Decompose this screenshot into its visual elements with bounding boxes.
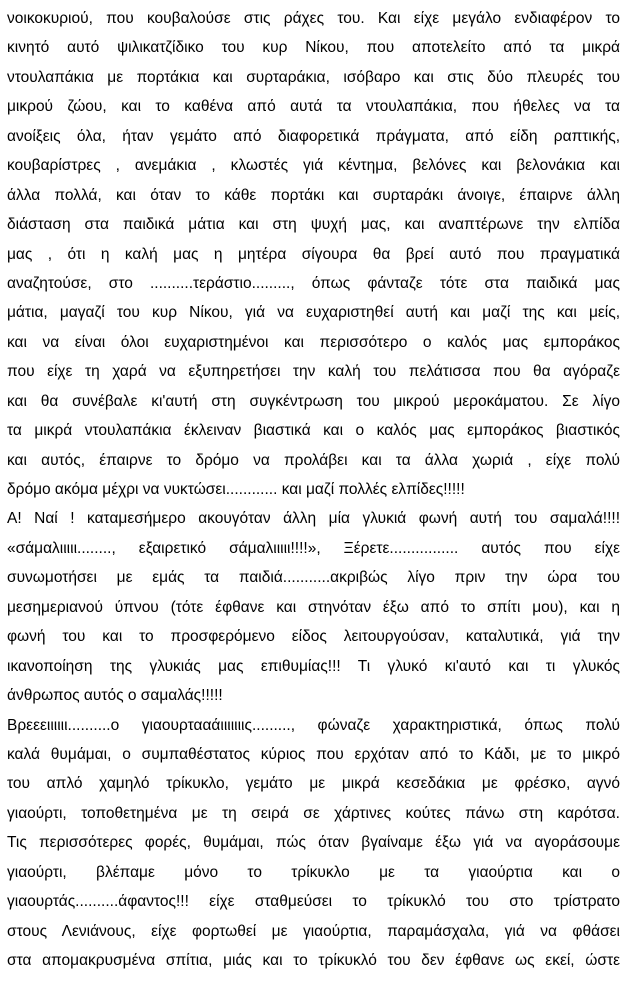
text-line: κουβαρίστρες , ανεμάκια , κλωστές γιά κέντημα, βελόνες και βελονάκια και <box>7 157 620 175</box>
text-line: δρόμο ακόμα μέχρι να νυκτώσει............ και μαζί πολλές ελπίδες!!!!! <box>7 481 465 498</box>
text-line: αναζητούσε, στο ..........τεράστιο........., όπως φάνταζε τότε στα παιδικά μας <box>7 274 620 292</box>
text-line: του απλό χαμηλό τρίκυκλο, γεμάτο με μικρά κεσεδάκια με φρέσκο, αγνό <box>7 775 620 793</box>
text-line: άνθρωπος αυτός ο σαμαλάς!!!!! <box>7 687 223 705</box>
text-line: κινητό αυτό ψιλικατζίδικο του κυρ Νίκου, που αποτελείτο από τα μικρά <box>7 39 620 57</box>
text-line: γιαούρτι, τοποθετημένα με τη σειρά σε χάρτινες κούτες πάνω στη καρότσα. <box>7 804 620 822</box>
text-line: μεσημεριανού ύπνου (τότε έφθανε και στηνόταν έξω από το σπίτι μου), και η <box>7 598 620 616</box>
text-line: νοικοκυριού, που κουβαλούσε στις ράχες του. Και είχε μεγάλο ενδιαφέρον το <box>7 10 620 27</box>
text-line: μας , ότι η καλή μας η μητέρα σίγουρα θα βρεί αυτό που πραγματικά <box>7 245 620 263</box>
text-line: γιαούρτι, βλέπαμε μόνο το τρίκυκλο με τα γιαούρτια και ο <box>7 863 620 881</box>
document-body <box>7 4 620 975</box>
text-line: ανοίξεις όλα, ήταν γεμάτο από διαφορετικά πράγματα, από είδη ραπτικής, <box>7 127 620 145</box>
text-line: που είχε τη χαρά να εξυπηρετήσει την καλή του πελάτισσα που θα αγόραζε <box>7 363 620 381</box>
paragraph <box>7 504 620 710</box>
text-line: Α! Ναί ! καταμεσήμερο ακουγόταν άλλη μία γλυκιά φωνή αυτή του σαμαλά!!!! <box>7 510 620 528</box>
text-line: καλά θυμάμαι, ο συμπαθέστατος κύριος που ερχόταν από το Κάδι, με το μικρό <box>7 745 620 763</box>
text-line: φωνή του και το προσφερόμενο είδος λειτουργούσαν, καταλυτικά, γιά την <box>7 628 620 646</box>
text-line: στους Λενιάνους, είχε φορτωθεί με γιαούρτια, παραμάσχαλα, γιά να φθάσει <box>7 922 620 940</box>
text-line: διάσταση στα παιδικά μάτια και στη ψυχή μας, και αναπτέρωνε την ελπίδα <box>7 216 620 234</box>
text-line: ντουλαπάκια με πορτάκια και συρταράκια, ισόβαρο και στις δύο πλευρές του <box>7 68 620 86</box>
text-line: ικανοποίηση της γλυκιάς μας επιθυμίας!!! Τι γλυκό κι'αυτό και τι γλυκός <box>7 657 620 675</box>
text-line: στα απομακρυσμένα σπίτια, μιάς και το τρίκυκλό του δεν έφθανε ως εκεί, ώστε <box>7 952 620 969</box>
paragraph <box>7 4 620 504</box>
text-line: μάτια, μαγαζί του κυρ Νίκου, γιά να ευχαριστηθεί αυτή και μαζί της και μείς, <box>7 304 620 322</box>
text-line: και να είναι όλοι ευχαριστημένοι και περισσότερο ο καλός μας εμποράκος <box>7 333 620 351</box>
text-line: μικρού ζώου, και το καθένα από αυτά τα ντουλαπάκια, που ήθελες να τα <box>7 98 620 116</box>
text-line: άλλα πολλά, και όταν το κάθε πορτάκι και συρταράκι άνοιγε, έπαιρνε άλλη <box>7 186 620 204</box>
text-line: και θα συνέβαλε κι'αυτή στη συγκέντρωση του μικρού μεροκάματου. Σε λίγο <box>7 392 620 410</box>
text-line: «σάμαλιιιιι........, εξαιρετικό σάμαλιιιιι!!!!», Ξέρετε................ αυτός που είχε <box>7 539 620 557</box>
paragraph <box>7 711 620 976</box>
text-line: συνωμοτήσει με εμάς τα παιδιά...........ακριβώς λίγο πριν την ώρα του <box>7 569 620 587</box>
text-line: Βρεεειιιιιι..........ο γιαουρτααάιιιιιιις........., φώναζε χαρακτηριστικά, όπως πολύ <box>7 716 620 734</box>
text-line: και αυτός, έπαιρνε το δρόμο να προλάβει και τα άλλα χωριά , είχε πολύ <box>7 451 620 469</box>
text-line: τα μικρά ντουλαπάκια έκλειναν βιαστικά και ο καλός μας εμποράκος βιαστικός <box>7 422 620 440</box>
text-line: γιαουρτάς..........άφαντος!!! είχε σταθμεύσει το τρίκυκλό του στο τρίστρατο <box>7 893 620 911</box>
text-line: Τις περισσότερες φορές, θυμάμαι, πώς όταν βγαίναμε έξω γιά να αγοράσουμε <box>7 834 620 852</box>
